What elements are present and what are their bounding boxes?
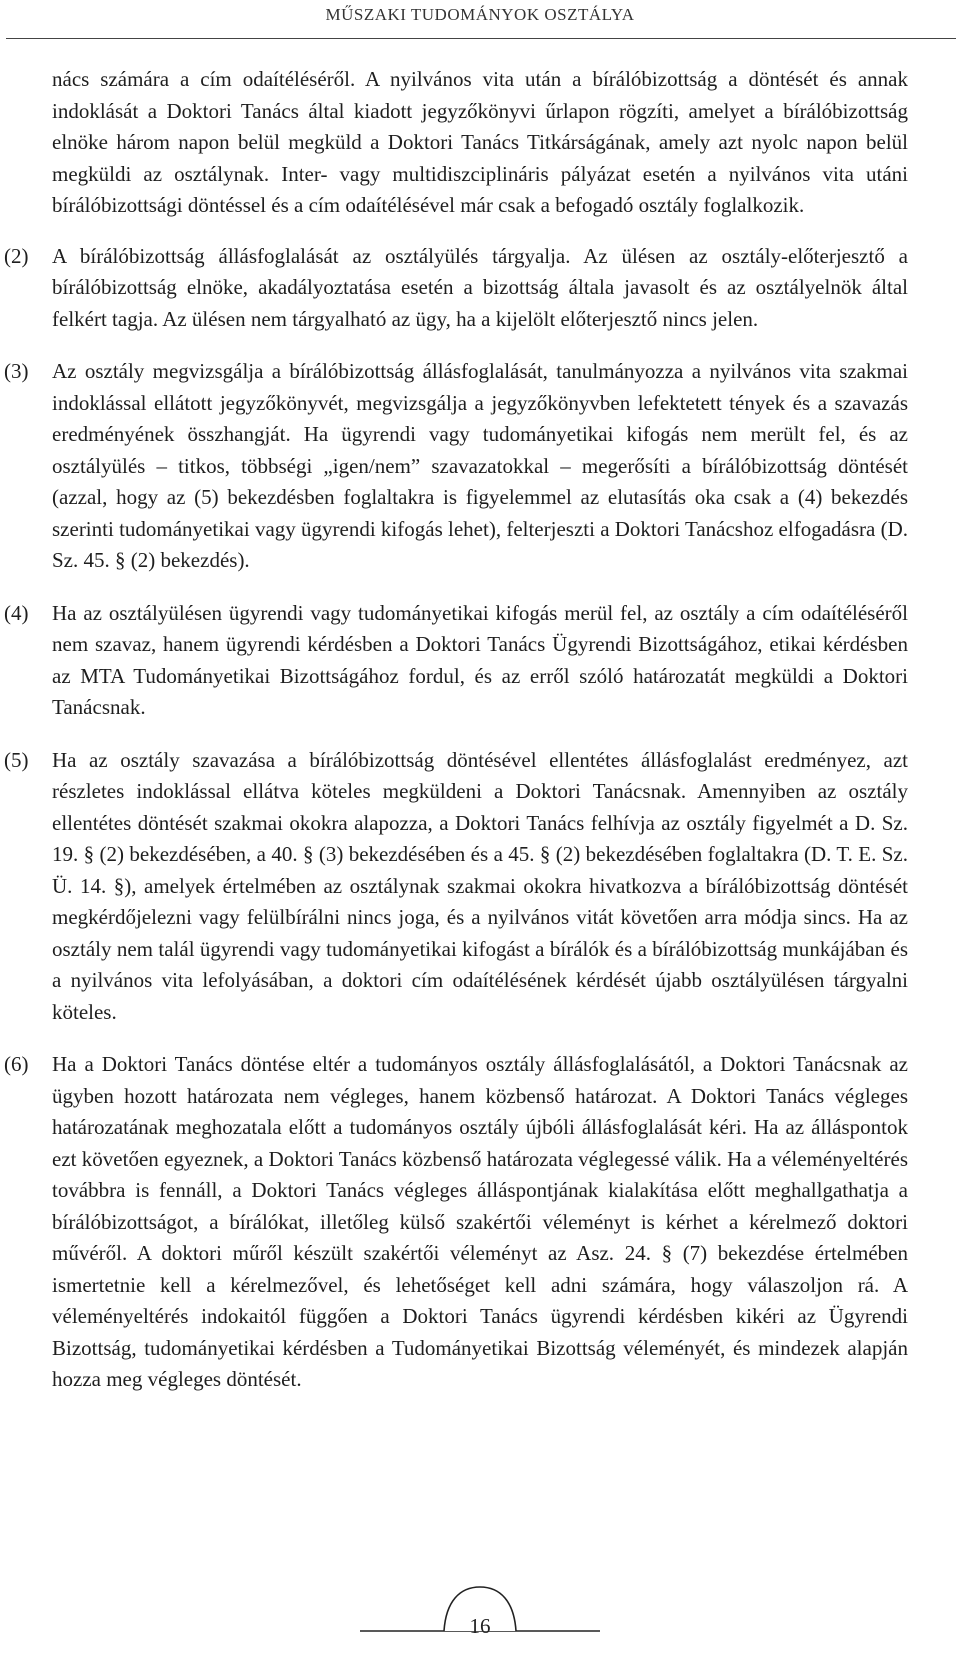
paragraph-text: A bírálóbizottság állásfoglalását az osztályülés tárgyalja. Az ülésen az osztály-előterjesztő a bírálóbizottság elnöke, akadályoztatása esetén a bizottság általa javasolt és az osztályelnök által felkért tagja. Az ülésen nem tárgyalható az ügy, ha a kijelölt előterjesztő nincs jelen. <box>52 243 908 331</box>
page-number: 16 <box>469 1614 491 1638</box>
paragraph-6 <box>4 1049 908 1396</box>
paragraph-text: Az osztály megvizsgálja a bírálóbizottság állásfoglalását, tanulmányozza a nyilvános vita szakmai indoklással ellátott jegyzőkönyvét, megvizsgálja a jegyzőkönyvben lefektetett tények és a szavazás eredményének összhangját. Ha ügyrendi vagy tudományetikai kifogás nem merült fel, és az osztályülés – titkos, többségi „igen/nem” szavazatokkal – megerősíti a bírálóbizottság döntését (azzal, hogy az (5) bekezdésben foglaltakra is figyelemmel az elutasítás oka csak a (4) bekezdés szerinti tudományetikai vagy ügyrendi kifogás lehet), felterjeszti a Doktori Tanácshoz elfogadásra (D. Sz. 45. § (2) bekezdés). <box>52 359 908 572</box>
running-header <box>0 0 960 44</box>
paragraph-4 <box>4 598 908 724</box>
paragraph-text: Ha az osztályülésen ügyrendi vagy tudományetikai kifogás merül fel, az osztály a cím odaítéléséről nem szavaz, hanem ügyrendi kérdésben a Doktori Tanács Ügyrendi Bizottságához, etikai kérdésben az MTA Tudományetikai Bizottságához fordul, és az erről szóló határozatát megküldi a Doktori Tanácsnak. <box>52 600 908 719</box>
page-number-ornament <box>330 1560 630 1663</box>
paragraph-number: (5) <box>4 747 29 772</box>
paragraph-3 <box>4 356 908 577</box>
page-footer <box>0 1560 960 1663</box>
paragraph-text: Ha az osztály szavazása a bírálóbizottság döntésével ellentétes állásfoglalást eredményez, azt részletes indoklással ellátva köteles megküldeni a Doktori Tanácsnak. Amennyiben az osztály ellentétes döntését szakmai okokra alapozza, a Doktori Tanács felhívja az osztály figyelmét a D. Sz. 19. § (2) bekezdésében, a 40. § (3) bekezdésében és a 45. § (2) bekezdésében foglaltakra (D. T. E. Sz. Ü. 14. §), amelyek értelmében az osztálynak szakmai okokra hivatkozva a bírálóbizottság döntését megkérdőjelezni vagy felülbírálni nincs joga, és a nyilvános vitát követően arra módja sincs. Ha az osztály nem talál ügyrendi vagy tudományetikai kifogást a bírálók és a bírálóbizottság munkájában és a nyilvános vita lefolyásában, a doktori cím odaítélésének kérdését újabb osztályülésen tárgyalni köteles. <box>52 747 908 1024</box>
paragraph-number: (4) <box>4 600 29 625</box>
paragraph-number: (3) <box>4 359 29 383</box>
paragraph-number: (2) <box>4 243 29 268</box>
header-divider <box>6 38 956 39</box>
lead-paragraph: nács számára a cím odaítéléséről. A nyilvános vita után a bírálóbizottság a döntését és annak indoklását a Doktori Tanács által kiadott jegyzőkönyvi űrlapon rögzíti, amelyet a bírálóbizottság elnöke három napon belül megküld a Doktori Tanács Titkárságának, amely azt nyolc napon belül megküldi az osztálynak. Inter- vagy multidiszciplináris pályázat esetén a nyilvános vita utáni bírálóbizottsági döntéssel és a cím odaítélésével már csak a befogadó osztály foglalkozik. <box>52 67 908 217</box>
paragraph-2 <box>4 241 908 336</box>
main-text <box>4 64 908 1417</box>
header-title: MŰSZAKI TUDOMÁNYOK OSZTÁLYA <box>325 5 635 24</box>
paragraph-number: (6) <box>4 1052 29 1076</box>
paragraph-5 <box>4 745 908 1029</box>
paragraph-text: Ha a Doktori Tanács döntése eltér a tudományos osztály állásfoglalásától, a Doktori Tanácsnak az ügyben hozott határozata nem végleges, hanem közbenső határozat. A Doktori Tanács végleges határozatának meghozatala előtt a tudományos osztály újbóli állásfoglalását kéri. Ha az álláspontok ezt követően egyeznek, a Doktori Tanács közbenső határozata véglegessé válik. Ha a véleményeltérés továbbra is fennáll, a Doktori Tanács végleges álláspontjának kialakítása előtt meghallgathatja a bírálóbizottságot, a bírálókat, illetőleg külső szakértői véleményt is kérhet a kérelmező doktori művéről. A doktori műről készült szakértői véleményt az Asz. 24. § (7) bekezdése értelmében ismertetnie kell a kérelmezővel, és lehetőséget kell adni számára, hogy válaszoljon rá. A véleményeltérés indokaitól függően a Doktori Tanács ügyrendi kérdésben kikéri az Ügyrendi Bizottság, tudományetikai kérdésben a Tudományetikai Bizottság véleményét, és mindezek alapján hozza meg végleges döntését. <box>52 1052 908 1391</box>
